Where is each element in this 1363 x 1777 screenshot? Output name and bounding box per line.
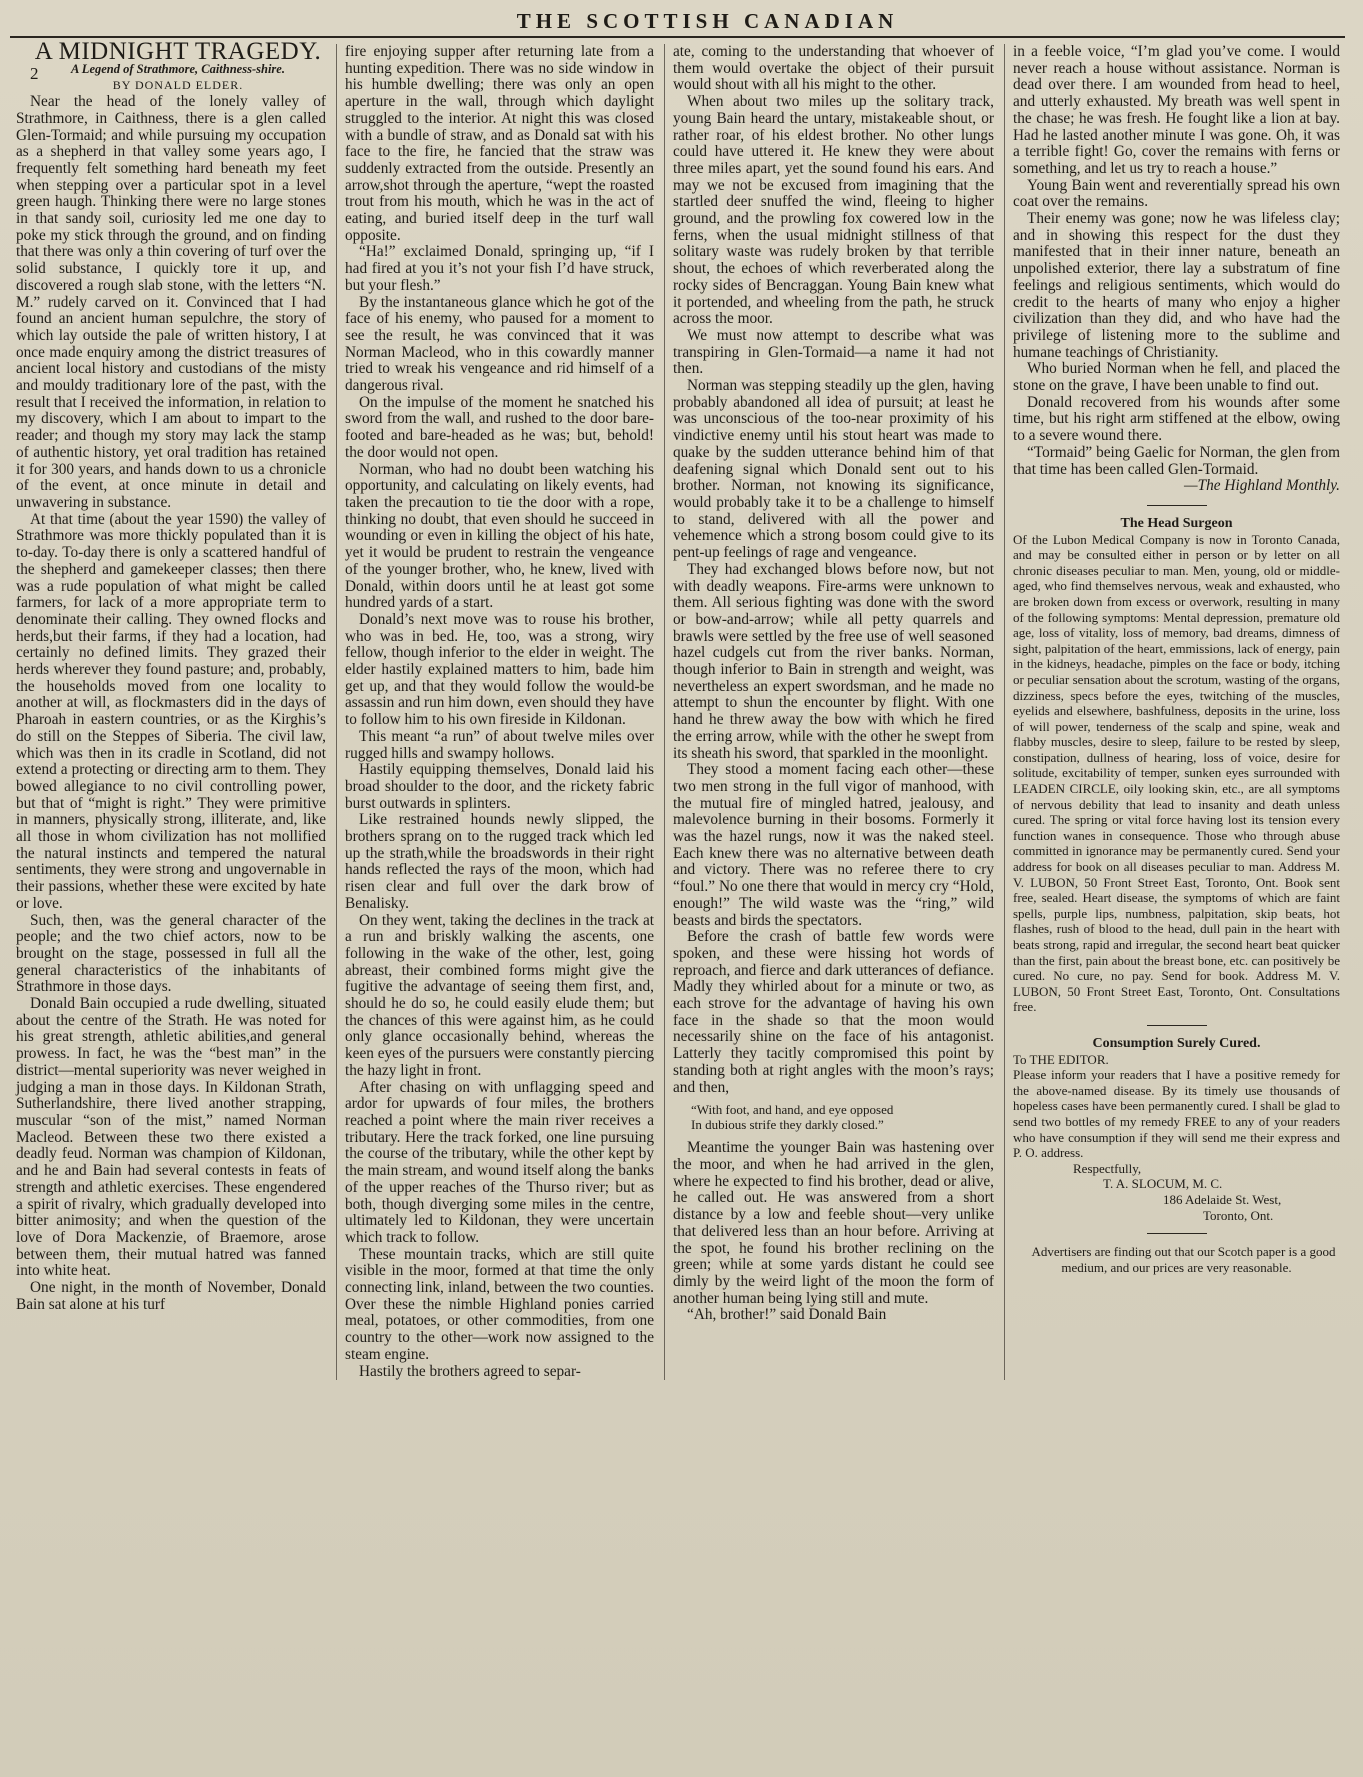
article-paragraph: Norman was stepping steadily up the glen, having probably abandoned all idea of pursuit; at least he was unconscious of the too-near proximity of his vindictive enemy until his stout heart was made to quake by the sudden utterance behind him of that deafening signal which Donald sent out to his brother. Norman, not knowing its significance, would probably take it to be a challenge to himself to stand, delivered with all the power and vehemence which a strong bosom could give to its pent-up feelings of rage and vengeance. xyxy=(673,377,994,562)
article-paragraph: Such, then, was the general character of the people; and the two chief actors, now to be brought on the stage, possessed in full all the general characteristics of the inhabitants of Strathmore in those days. xyxy=(16,911,326,996)
article-title: A MIDNIGHT TRAGEDY. xyxy=(34,38,322,65)
article-paragraph: Hastily equipping themselves, Donald laid his broad shoulder to the door, and the rickety fabric burst outwards in splinters. xyxy=(345,761,654,812)
article-paragraph: We must now attempt to describe what was transpiring in Glen-Tormaid—a name it had not then. xyxy=(673,326,994,378)
columns xyxy=(16,38,1345,1380)
article-paragraph: Hastily the brothers agreed to separ- xyxy=(359,1362,581,1380)
article-byline: BY DONALD ELDER. xyxy=(112,78,244,93)
ad-heading: Consumption Surely Cured. xyxy=(1092,1035,1261,1051)
verse-quote xyxy=(691,1102,994,1132)
article-paragraph: One night, in the month of November, Donald Bain sat alone at his turf xyxy=(16,1279,326,1313)
article-paragraph: Donald Bain occupied a rude dwelling, situated about the centre of the Strath. He was noted for his great strength, athletic abilities,and general prowess. In fact, he was the “best man” in the district—mental superiority was never weighed in judging a man in those days. In Kildonan Strath, Sutherlandshire, there lived another strapping, muscular “son of the mist,” named Norman Macleod. Between these two there existed a deadly feud. Norman was champion of Kildonan, and he and Bain had several contests in feats of strength and athletic exercises. These engendered a spirit of rivalry, which gradually developed into bitter animosity; and when the question of the love of Dora Mackenzie, of Braemore, arose between them, their mutual hatred was fanned into white heat. xyxy=(16,995,326,1280)
footer-note: Advertisers are finding out that our Scotch paper is a good medium, and our prices are very reasonable. xyxy=(1031,1244,1336,1275)
ad-heading: The Head Surgeon xyxy=(1120,515,1233,531)
column-4 xyxy=(1004,44,1340,1380)
verse-line: In dubious strife they darkly closed.” xyxy=(691,1117,884,1133)
ad-body: Please inform your readers that I have a positive remedy for the above-named disease. By its timely use thousands of hopeless cases have been permanently cured. I shall be glad to send two bottles of my remedy FREE to any of your readers who have consumption if they will send me their express and P. O. address. xyxy=(1013,1067,1340,1161)
separator-rule xyxy=(1147,1233,1207,1234)
article-paragraph: They stood a moment facing each other—these two men strong in the full vigor of manhood, with the mutual fire of mingled hatred, jealousy, and malevolence burning in their bosoms. Formerly it was the hazel rungs, now it was the naked steel. Each knew there was no alternative between death and victory. There was no referee there to cry “foul.” No one there that would in mercy cry “Hold, enough!” The wild waste was the “ring,” wild beasts and birds the spectators. xyxy=(673,761,994,929)
article-paragraph: Who buried Norman when he fell, and placed the stone on the grave, I have been unable to find out. xyxy=(1013,360,1340,395)
article-paragraph: “Ha!” exclaimed Donald, springing up, “if I had fired at you it’s not your fish I’d have struck, but your flesh.” xyxy=(345,243,654,294)
article-paragraph: Like restrained hounds newly slipped, the brothers sprang on to the rugged track which led up the strath,while the broadswords in their right hands reflected the rays of the moon, which had risen clear and full over the dark brow of Benalisky. xyxy=(345,811,654,912)
article-paragraph: in a feeble voice, “I’m glad you’ve come. I would never reach a house without assistance. Norman is dead over there. I am wounded from head to heel, and utterly exhausted. My breath was well spent in the chase; he was fresh. He fought like a lion at bay. Had he lasted another minute I was gone. Oh, it was a terrible fight! Go, cover the remains with ferns or something, and let us try to reach a house.” xyxy=(1013,43,1340,177)
ad-address: Toronto, Ont. xyxy=(1203,1207,1274,1223)
article-paragraph: “Ah, brother!” said Donald Bain xyxy=(687,1306,887,1324)
article-paragraph: After chasing on with unflagging speed and ardor for upwards of four miles, the brothers reached a point where the main river receives a tributary. Here the track forked, one line pursuing the course of the tributary, while the other kept by the main stream, and wound itself along the banks of the upper reaches of the Thurso river; but as both, though diverging some miles in the centre, ultimately led to Kildonan, they were uncertain which track to follow. xyxy=(345,1078,654,1246)
ad-consumption xyxy=(1013,1036,1340,1223)
article-paragraph: Near the head of the lonely valley of Strathmore, in Caithness, there is a glen called Glen-Tormaid; and while pursuing my occupation as a shepherd in that valley some years ago, I frequently felt something hard beneath my feet when stepping over a particular spot in a level green haugh. Thinking there were no large stones in that sandy soil, curiosity led me one day to poke my stick through the ground, and on finding that there was only a thin covering of turf over the solid substance, I quickly tore it up, and discovered a rough slab stone, with the letters “N. M.” rudely carved on it. Convinced that I had found an ancient human sepulchre, the story of which lay outside the pale of written history, I at once made enquiry among the district treasures of ancient local history and custodians of the misty and mouldy traditionary lore of the past, with the result that I received the information, in relation to my discovery, which I am about to impart to the reader; and though my story may lack the stamp of authentic history, yet oral tradition has retained it for 300 years, and hands down to us a chronicle of the event, at once minute in detail and unwavering in substance. xyxy=(16,93,326,511)
article-paragraph: These mountain tracks, which are still quite visible in the moor, formed at that time the only connecting link, inland, between the two counties. Over these the nimble Highland ponies carried meal, potatoes, or other commodities, from one country to the other—work now assigned to the steam engine. xyxy=(345,1245,654,1363)
article-paragraph: Meantime the younger Bain was hastening over the moor, and when he had arrived in the glen, where he expected to find his brother, dead or alive, he called out. He was answered from a short distance by a low and feeble shout—very unlike that delivered less than an hour before. Arriving at the spot, he found his brother reclining on the green; while at some yards distant he could see dimly by the weird light of the moon the form of another human being lying still and mute. xyxy=(673,1139,994,1307)
article-paragraph: Norman, who had no doubt been watching his opportunity, and calculating on likely events, had taken the precaution to tie the door with a rope, thinking no doubt, that even should he succeed in wounding or even in killing the object of his hate, yet it would be prudent to restrain the vengeance of the younger brother, who, he knew, lived with Donald, within doors until he at least got some hundred yards of a start. xyxy=(345,460,654,612)
article-paragraph: Young Bain went and reverentially spread his own coat over the remains. xyxy=(1013,176,1340,211)
article-paragraph: ate, coming to the understanding that whoever of them would overtake the object of their pursuit would shout with all his might to the other. xyxy=(673,43,994,94)
article-paragraph: On the impulse of the moment he snatched his sword from the wall, and rushed to the door bare-footed and bare-headed as he was; but, behold! the door would not open. xyxy=(345,393,654,461)
article-paragraph: This meant “a run” of about twelve miles over rugged hills and swampy hollows. xyxy=(345,727,654,762)
page-number: 2 xyxy=(30,64,39,83)
ad-sign-off: Respectfully, xyxy=(1073,1160,1142,1176)
article-subtitle: A Legend of Strathmore, Caithness-shire. xyxy=(71,61,285,76)
ad-address: 186 Adelaide St. West, xyxy=(1163,1191,1282,1207)
article-credit: —The Highland Monthly. xyxy=(1184,477,1340,495)
ad-salutation: To THE EDITOR. xyxy=(1013,1051,1109,1067)
article-paragraph: fire enjoying supper after returning late from a hunting expedition. There was no side window in his humble dwelling; there was only an open aperture in the wall, through which daylight struggled to the interior. At night this was closed with a bundle of straw, and as Donald sat with his face to the fire, he fancied that the straw was suddenly extracted from the outside. Presently an arrow,shot through the aperture, “wept the roasted trout from his mouth, which he was in the act of eating, and buried itself deep in the turf wall opposite. xyxy=(345,43,654,244)
separator-rule xyxy=(1147,505,1207,506)
article-paragraph: At that time (about the year 1590) the valley of Strathmore was more thickly populated than it is to-day. To-day there is only a scattered handful of the shepherd and gamekeeper classes; then there was a rude population of what might be called farmers, for lack of a more appropriate term to denominate their calling. They owned flocks and herds,but their farms, if they had a location, had certainly no defined limits. They grazed their herds wherever they found pasture; and, probably, the households moved from one locality to another at will, as flockmasters did in the days of Pharoah in eastern countries, or as the Kirghis’s do still on the Steppes of Siberia. The civil law, which was then in its cradle in Scotland, did not extend a protecting or directing arm to them. They bowed allegiance to no civil controlling power, but that of “might is right.” They were primitive in manners, physically strong, illiterate, and, like all those in whom civilization has not mollified the natural instincts and tempered the natural sentiments, they were strong and ungovernable in their passions, whether these were excited by hate or love. xyxy=(16,510,326,912)
article-paragraph: They had exchanged blows before now, but not with deadly weapons. Fire-arms were unknown to them. All serious fighting was done with the sword or bow-and-arrow; while all petty quarrels and brawls were settled by the free use of well seasoned hazel cudgels cut from the river banks. Norman, though inferior to Bain in strength and weight, was nevertheless an expert swordsman, and he made no attempt to shun the encounter by flight. With one hand he threw away the bow with which he fired the erring arrow, while with the other he swept from its sheath his sword, that sparkled in the moonlight. xyxy=(673,560,994,762)
article-paragraph: By the instantaneous glance which he got of the face of his enemy, who paused for a moment to see the result, he was convinced that it was Norman Macleod, who in this cowardly manner tried to wreak his vengeance and rid himself of a dangerous rival. xyxy=(345,293,654,395)
ad-signer: T. A. SLOCUM, M. C. xyxy=(1103,1176,1223,1192)
verse-line: “With foot, and hand, and eye opposed xyxy=(691,1102,894,1118)
column-3 xyxy=(664,44,994,1380)
column-2 xyxy=(336,44,654,1380)
article-paragraph: “Tormaid” being Gaelic for Norman, the glen from that time has been called Glen-Tormaid. xyxy=(1013,443,1340,478)
article-paragraph: On they went, taking the declines in the track at a run and briskly walking the ascents, one following in the wake of the other, lest, going abreast, their combined forms might give the fugitive the advantage of seeing them first, and, should he do so, he could easily elude them; but the chances of this were against him, as he could only glance occasionally behind, whereas the keen eyes of the pursuers were constantly piercing the hazy light in front. xyxy=(345,911,654,1079)
masthead: THE SCOTTISH CANADIAN xyxy=(516,9,899,33)
ad-head-surgeon xyxy=(1013,516,1340,1015)
ad-body: Of the Lubon Medical Company is now in Toronto Canada, and may be consulted either in person or by letter on all chronic diseases peculiar to man. Men, young, old or middle-aged, who find themselves nervous, weak and exhausted, who are broken down from excess or overwork, resulting in many of the following symptoms: Mental depression, premature old age, loss of vitality, loss of memory, bad dreams, dimness of sight, palpitation of the heart, emmissions, lack of energy, pain in the kidneys, headache, pimples on the face or body, itching or peculiar sensation about the scrotum, wasting of the organs, dizziness, specs before the eyes, twitching of the muscles, eyelids and elsewhere, bashfulness, deposits in the urine, loss of will power, tenderness of the scalp and spine, weak and flabby muscles, desire to sleep, failure to be rested by sleep, constipation, dullness of hearing, loss of voice, desire for solitude, excitability of temper, sunken eyes surrounded with LEADEN CIRCLE, oily looking skin, etc., are all symptoms of nervous debility that lead to insanity and death unless cured. The spring or vital force having lost its tension every function wanes in consequence. Those who through abuse committed in ignorance may be permanently cured. Send your address for book on all diseases peculiar to man. Address M. V. LUBON, 50 Front Street East, Toronto, Ont. Book sent free, sealed. Heart disease, the symptoms of which are faint spells, purple lips, numbness, palpitation, skip beats, hot flashes, rush of blood to the head, dull pain in the heart with beats strong, rapid and irregular, the second heart beat quicker than the first, pain about the breast bone, etc. can positively be cured. No cure, no pay. Send for book. Address M. V. LUBON, 50 Front Street East, Toronto, Ont. Consultations free. xyxy=(1013,531,1340,1015)
article-paragraph: When about two miles up the solitary track, young Bain heard the untary, mistakeable shout, or rather roar, of his eldest brother. No other lungs could have uttered it. He knew they were about three miles apart, yet the sound found his ears. And may we not be excused from imagining that the startled deer snuffed the wind, fleeing to higher ground, and the prowling fox cowered low in the ferns, when the usual midnight stillness of that solitary waste was rudely broken by that terrible shout, the echoes of which reverberated along the rocky sides of Bencraggan. Young Bain knew what it portended, and wheeling from the path, he struck across the moor. xyxy=(673,93,994,328)
article-paragraph: Their enemy was gone; now he was lifeless clay; and in showing this respect for the dust they manifested that in their inner nature, beneath an unpolished exterior, there lay a substratum of fine feelings and religious sentiments, which would do credit to the hearts of many who enjoy a higher civilization than they did, and who have had the privilege of listening more to the sublime and humane teachings of Christianity. xyxy=(1013,210,1340,361)
separator-rule xyxy=(1147,1025,1207,1026)
article-paragraph: Donald recovered from his wounds after some time, but his right arm stiffened at the elbow, owing to a severe wound there. xyxy=(1013,393,1340,445)
column-1 xyxy=(16,38,326,1380)
article-paragraph: Donald’s next move was to rouse his brother, who was in bed. He, too, was a strong, wiry fellow, though inferior to the elder in weight. The elder hastily explained matters to him, bade him get up, and that they would follow the would-be assassin and run him down, even should they have to follow him to his own fireside in Kildonan. xyxy=(345,610,654,729)
article-paragraph: Before the crash of battle few words were spoken, and these were hissing hot words of reproach, and fierce and dark utterances of defiance. Madly they whirled about for a minute or two, as each strove for the advantage of having his own face in the shade so that the moon would necessarily shine on the face of his antagonist. Latterly they tacitly compromised this point by standing both at right angles with the moon’s rays; and then, xyxy=(673,928,994,1096)
